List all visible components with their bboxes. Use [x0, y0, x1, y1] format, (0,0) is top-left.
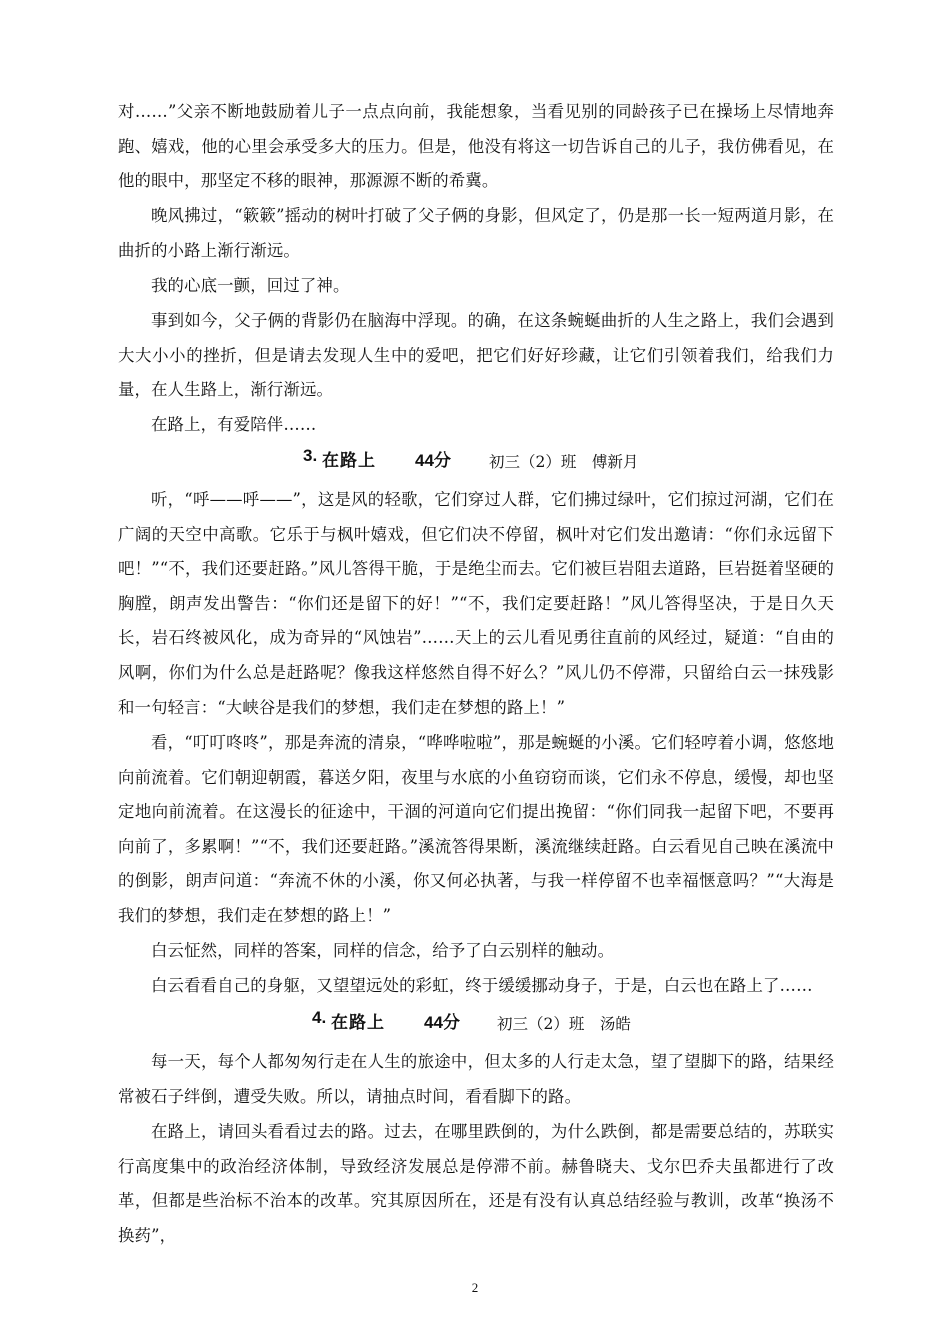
heading-number: 4. [312, 1008, 327, 1027]
heading-score: 44分 [424, 1013, 460, 1032]
paragraph: 白云怔然，同样的答案，同样的信念，给予了白云别样的触动。 [151, 941, 615, 960]
heading-author: 初三（2）班 汤皓 [497, 1015, 631, 1033]
paragraph: 白云看看自己的身躯，又望望远处的彩虹，终于缓缓挪动身子，于是，白云也在路上了…… [151, 976, 813, 995]
section-heading-4 [0, 1008, 950, 1042]
paragraph: 在路上，请回头看看过去的路。过去，在哪里跌倒的，为什么跌倒，都是需要总结的，苏联实行高度集中的政治经济体制，导致经济发展总是停滞不前。赫鲁晓夫、戈尔巴乔夫虽都进行了改革，但都是些治标不治本的改革。究其原因所在，还是有没有认真总结经验与教训，改革“换汤不换药”， [118, 1122, 834, 1245]
paragraph: 听，“呼——呼——”，这是风的轻歌，它们穿过人群，它们拂过绿叶，它们掠过河湖，它们在广阔的天空中高歌。它乐于与枫叶嬉戏，但它们决不停留，枫叶对它们发出邀请：“你们永远留下吧！”“不，我们还要赶路。”风儿答得干脆，于是绝尘而去。它们被巨岩阻去道路，巨岩挺着坚硬的胸膛，朗声发出警告：“你们还是留下的好！”“不，我们定要赶路！”风儿答得坚决，于是日久天长，岩石终被风化，成为奇异的“风蚀岩”……天上的云儿看见勇往直前的风经过，疑道：“自由的风啊，你们为什么总是赶路呢？像我这样悠然自得不好么？”风儿仍不停滞，只留给白云一抹残影和一句轻言：“大峡谷是我们的梦想，我们走在梦想的路上！” [118, 490, 834, 717]
paragraph: 晚风拂过，“簌簌”摇动的树叶打破了父子俩的身影，但风定了，仍是那一长一短两道月影，在曲折的小路上渐行渐远。 [118, 206, 834, 260]
heading-score: 44分 [415, 451, 451, 470]
paragraph: 对……”父亲不断地鼓励着儿子一点点向前，我能想象，当看见别的同龄孩子已在操场上尽情地奔跑、嬉戏，他的心里会承受多大的压力。但是，他没有将这一切告诉自己的儿子，我仿佛看见，在他的眼中，那坚定不移的眼神，那源源不断的希冀。 [118, 102, 834, 191]
paragraph: 每一天，每个人都匆匆行走在人生的旅途中，但太多的人行走太急，望了望脚下的路，结果经常被石子绊倒，遭受失败。所以，请抽点时间，看看脚下的路。 [118, 1052, 834, 1106]
paragraph: 我的心底一颤，回过了神。 [151, 276, 350, 295]
heading-author: 初三（2）班 傅新月 [489, 453, 639, 471]
paragraph: 事到如今，父子俩的背影仍在脑海中浮现。的确，在这条蜿蜒曲折的人生之路上，我们会遇到大大小小的挫折，但是请去发现人生中的爱吧，把它们好好珍藏，让它们引领着我们，给我们力量，在人生路上，渐行渐远。 [118, 311, 834, 400]
paragraph: 看，“叮叮咚咚”，那是奔流的清泉，“哗哗啦啦”，那是蜿蜒的小溪。它们轻哼着小调，悠悠地向前流着。它们朝迎朝霞，暮送夕阳，夜里与水底的小鱼窃窃而谈，它们永不停息，缓慢，却也坚定地向前流着。在这漫长的征途中，干涸的河道向它们提出挽留：“你们同我一起留下吧，不要再向前了，多累啊！”“不，我们还要赶路。”溪流答得果断，溪流继续赶路。白云看见自己映在溪流中的倒影，朗声问道：“奔流不休的小溪，你又何必执著，与我一样停留不也幸福惬意吗？”“大海是我们的梦想，我们走在梦想的路上！” [118, 733, 834, 925]
paragraph: 在路上，有爱陪伴…… [151, 415, 317, 434]
section-heading-3 [0, 446, 950, 480]
heading-title: 在路上 [322, 451, 376, 470]
page-number: 2 [471, 1280, 479, 1295]
heading-title: 在路上 [331, 1013, 385, 1032]
heading-number: 3. [303, 446, 318, 465]
